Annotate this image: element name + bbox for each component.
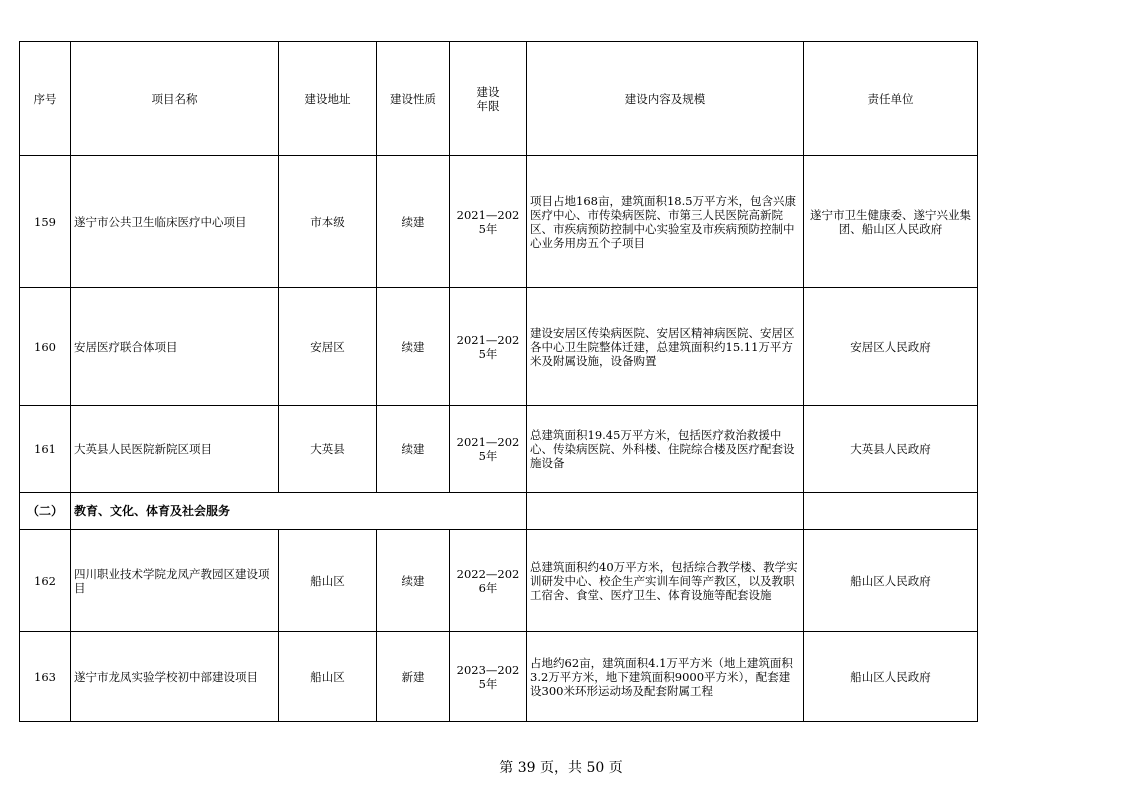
row-seq: 160 (20, 288, 71, 406)
row-content: 占地约62亩，建筑面积4.1万平方米（地上建筑面积3.2万平方米，地下建筑面积9000平方米），配套建设300米环形运动场及配套附属工程 (527, 632, 804, 722)
header-unit: 责任单位 (804, 42, 978, 156)
table-row (20, 288, 978, 406)
section-title: 教育、文化、体育及社会服务 (71, 493, 527, 530)
row-seq: 161 (20, 406, 71, 493)
section-empty-cell (804, 493, 978, 530)
table-row (20, 156, 978, 288)
header-name: 项目名称 (71, 42, 279, 156)
row-site: 大英县 (279, 406, 377, 493)
row-site: 市本级 (279, 156, 377, 288)
row-content: 总建筑面积19.45万平方米，包括医疗救治救援中心、传染病医院、外科楼、住院综合楼及医疗配套设施设备 (527, 406, 804, 493)
row-site: 船山区 (279, 530, 377, 632)
table-header-row (20, 42, 978, 156)
row-site: 船山区 (279, 632, 377, 722)
header-site: 建设地址 (279, 42, 377, 156)
row-name: 四川职业技术学院龙凤产教园区建设项目 (71, 530, 279, 632)
section-empty-cell (527, 493, 804, 530)
row-name: 大英县人民医院新院区项目 (71, 406, 279, 493)
header-nature: 建设性质 (377, 42, 450, 156)
row-seq: 162 (20, 530, 71, 632)
section-row (20, 493, 978, 530)
row-period: 2023—2025年 (450, 632, 527, 722)
project-table (19, 41, 978, 722)
row-name: 遂宁市龙凤实验学校初中部建设项目 (71, 632, 279, 722)
row-nature: 续建 (377, 406, 450, 493)
row-name: 遂宁市公共卫生临床医疗中心项目 (71, 156, 279, 288)
table-row (20, 530, 978, 632)
table-row (20, 632, 978, 722)
row-unit: 安居区人民政府 (804, 288, 978, 406)
header-content: 建设内容及规模 (527, 42, 804, 156)
row-period: 2021—2025年 (450, 288, 527, 406)
row-name: 安居医疗联合体项目 (71, 288, 279, 406)
row-content: 总建筑面积约40万平方米，包括综合教学楼、教学实训研发中心、校企生产实训车间等产教区，以及教职工宿舍、食堂、医疗卫生、体育设施等配套设施 (527, 530, 804, 632)
row-seq: 159 (20, 156, 71, 288)
row-period: 2021—2025年 (450, 406, 527, 493)
row-site: 安居区 (279, 288, 377, 406)
header-seq: 序号 (20, 42, 71, 156)
row-period: 2021—2025年 (450, 156, 527, 288)
row-seq: 163 (20, 632, 71, 722)
table-row (20, 406, 978, 493)
row-content: 建设安居区传染病医院、安居区精神病医院、安居区各中心卫生院整体迁建，总建筑面积约15.11万平方米及附属设施，设备购置 (527, 288, 804, 406)
page-footer (0, 757, 1122, 777)
section-number: （二） (20, 493, 71, 530)
row-unit: 船山区人民政府 (804, 530, 978, 632)
row-unit: 船山区人民政府 (804, 632, 978, 722)
row-nature: 续建 (377, 156, 450, 288)
row-nature: 续建 (377, 530, 450, 632)
row-period: 2022—2026年 (450, 530, 527, 632)
page-number: 第 39 页，共 50 页 (499, 760, 623, 776)
row-content: 项目占地168亩，建筑面积18.5万平方米，包含兴康医疗中心、市传染病医院、市第三人民医院高新院区、市疾病预防控制中心实验室及市疾病预防控制中心业务用房五个子项目 (527, 156, 804, 288)
row-unit: 遂宁市卫生健康委、遂宁兴业集团、船山区人民政府 (804, 156, 978, 288)
row-nature: 续建 (377, 288, 450, 406)
row-unit: 大英县人民政府 (804, 406, 978, 493)
header-period: 建设 年限 (450, 42, 527, 156)
row-nature: 新建 (377, 632, 450, 722)
